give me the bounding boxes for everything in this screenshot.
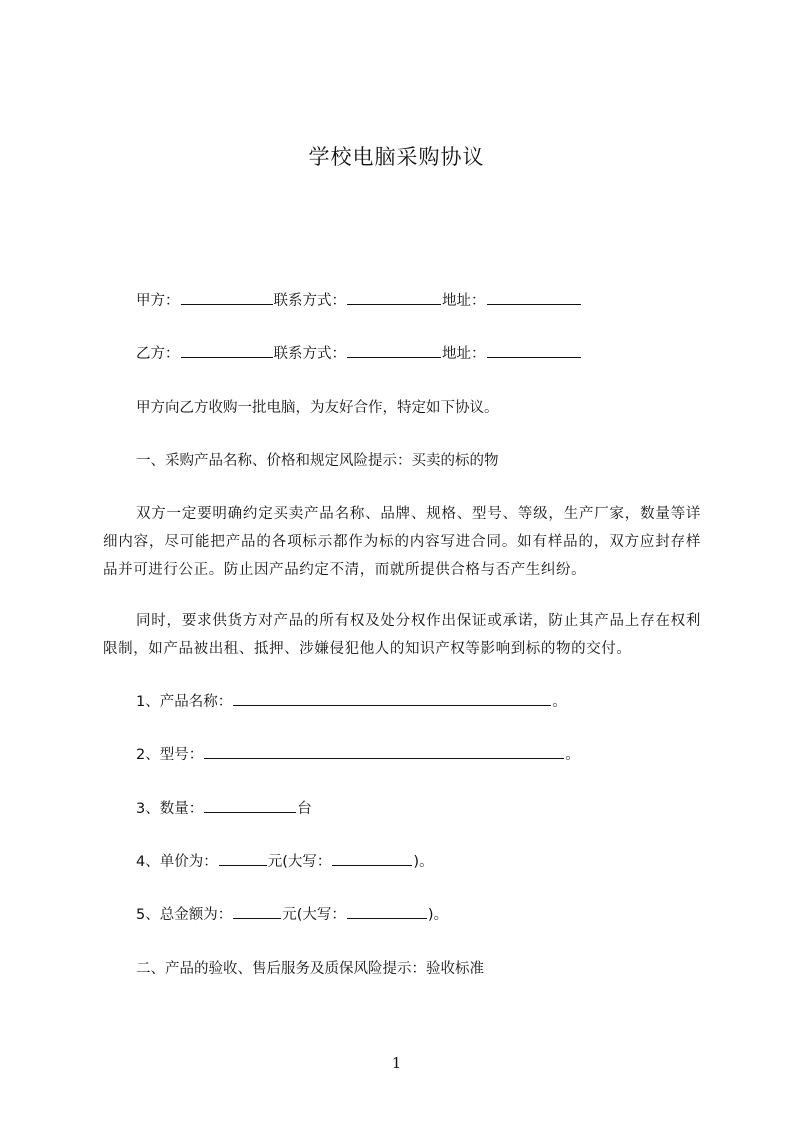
section2-heading: 二、产品的验收、售后服务及质保风险提示：验收标准 [136, 961, 484, 977]
party-a-label: 甲方： [136, 293, 180, 309]
product-name-blank[interactable] [233, 690, 551, 706]
item-unit-price [136, 850, 434, 873]
party-b-label: 乙方： [136, 346, 180, 362]
quantity-blank[interactable] [204, 797, 296, 813]
party-a-address-label: 地址： [442, 293, 486, 309]
item-model [136, 743, 580, 766]
party-b-name-blank[interactable] [181, 342, 273, 358]
total-label: 5、总金额为： [136, 907, 233, 923]
section1-paragraph-2: 同时，要求供货方对产品的所有权及处分权作出保证或承诺，防止其产品上存在权利限制，如产品被出租、抵押、涉嫌侵犯他人的知识产权等影响到标的物的交付。 [103, 613, 701, 657]
unit-price-blank[interactable] [219, 850, 267, 866]
page-number: 1 [391, 1054, 402, 1072]
party-b-contact-label: 联系方式： [273, 346, 346, 362]
quantity-label: 3、数量： [136, 801, 204, 817]
party-a-line [136, 289, 582, 312]
section1-paragraph-1: 双方一定要明确约定买卖产品名称、品牌、规格、型号、等级，生产厂家，数量等详细内容，尽可能把产品的各项标示都作为标的内容写进合同。如有样品的，双方应封存样品并可进行公正。防止因产品约定不清，而就所提供合格与否产生纠纷。 [103, 506, 701, 578]
model-period: 。 [565, 747, 580, 763]
item-total-amount [136, 903, 448, 926]
model-label: 2、型号： [136, 747, 204, 763]
party-a-name-blank[interactable] [181, 289, 273, 305]
model-blank[interactable] [204, 743, 564, 759]
party-a-contact-blank[interactable] [347, 289, 441, 305]
party-b-address-blank[interactable] [487, 342, 581, 358]
party-b-address-label: 地址： [442, 346, 486, 362]
product-name-period: 。 [552, 694, 567, 710]
party-a-contact-label: 联系方式： [273, 293, 346, 309]
party-a-address-blank[interactable] [487, 289, 581, 305]
unit-price-close: )。 [413, 854, 434, 870]
section1-heading: 一、采购产品名称、价格和规定风险提示：买卖的标的物 [136, 453, 499, 469]
total-blank[interactable] [233, 903, 281, 919]
unit-price-caps-blank[interactable] [332, 850, 412, 866]
unit-price-label: 4、单价为： [136, 854, 218, 870]
unit-price-caps-label: 元(大写： [267, 854, 332, 870]
total-caps-blank[interactable] [347, 903, 427, 919]
product-name-label: 1、产品名称： [136, 694, 233, 710]
total-caps-label: 元(大写： [282, 907, 346, 923]
party-b-contact-blank[interactable] [347, 342, 441, 358]
quantity-unit: 台 [297, 801, 312, 817]
total-close: )。 [427, 907, 449, 923]
intro-text: 甲方向乙方收购一批电脑，为友好合作，特定如下协议。 [136, 400, 499, 416]
item-quantity [136, 797, 312, 820]
page-title: 学校电脑采购协议 [308, 145, 485, 169]
item-product-name [136, 690, 567, 713]
party-b-line [136, 342, 582, 365]
